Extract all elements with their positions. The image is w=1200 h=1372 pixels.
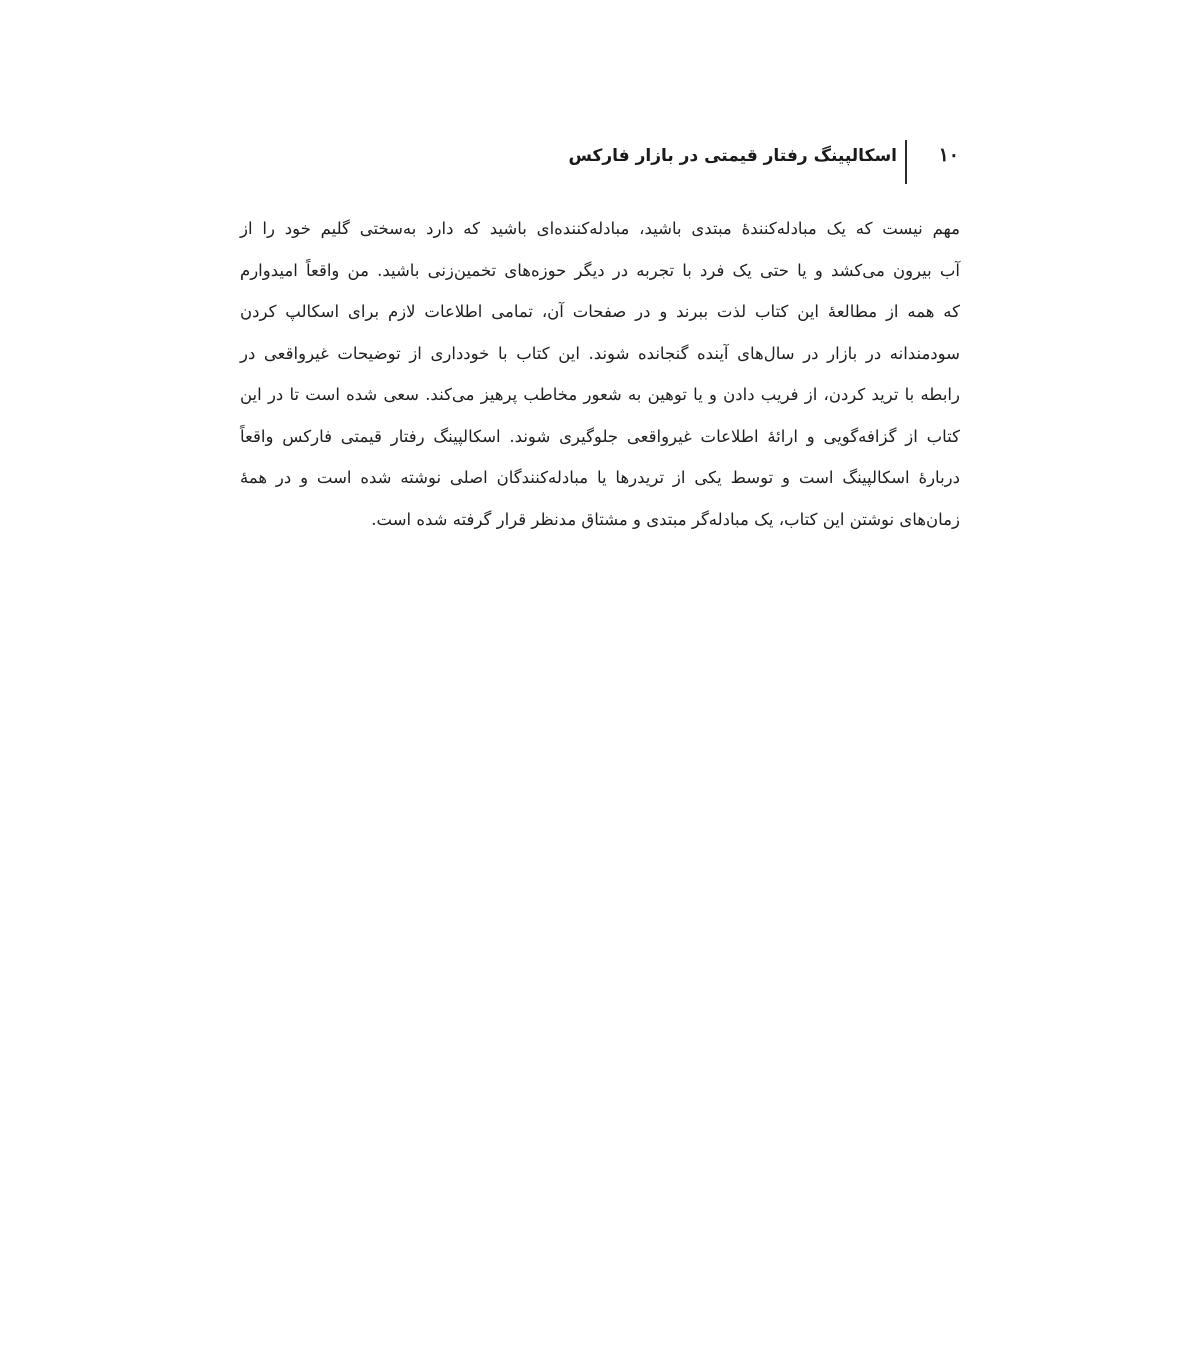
- paragraph-line: کتاب از گزافه‌گویی و ارائهٔ اطلاعات غیرواقعی جلوگیری شوند. اسکالپینگ رفتار قیمتی فارکس واقعاً: [240, 426, 960, 446]
- paragraph-line: که همه از مطالعهٔ این کتاب لذت ببرند و در صفحات آن، تمامی اطلاعات لازم برای اسکالپ کردن: [240, 302, 960, 321]
- page-header: [568, 140, 965, 184]
- running-title: اسکالپینگ رفتار قیمتی در بازار فارکس: [568, 146, 897, 166]
- paragraph-line: مهم نیست که یک مبادله‌کنندهٔ مبتدی باشید، مبادله‌کننده‌ای باشید که دارد به‌سختی گلیم خود را از: [240, 219, 960, 238]
- header-divider: [905, 140, 907, 184]
- paragraph-line: زمان‌های نوشتن این کتاب، یک مبادله‌گر مبتدی و مشتاق مدنظر قرار گرفته شده است.: [371, 509, 960, 529]
- paragraph-line: آب بیرون می‌کشد و یا حتی یک فرد با تجربه در دیگر حوزه‌های تخمین‌زنی باشید. من واقعاً امیدوارم: [240, 260, 960, 280]
- paragraph-line: رابطه با ترید کردن، از فریب دادن و یا توهین به شعور مخاطب پرهیز می‌کند. سعی شده است تا در این: [240, 385, 960, 404]
- page-number: ۱۰: [938, 144, 959, 166]
- paragraph-line: سودمندانه در بازار در سال‌های آینده گنجانده شوند. این کتاب با خودداری از توضیحات غیرواقعی در: [240, 343, 960, 363]
- paragraph-line: دربارهٔ اسکالپینگ است و توسط یکی از تریدرها یا مبادله‌کنندگان اصلی نوشته شده است و در همهٔ: [240, 468, 960, 487]
- body-paragraph: [240, 208, 960, 540]
